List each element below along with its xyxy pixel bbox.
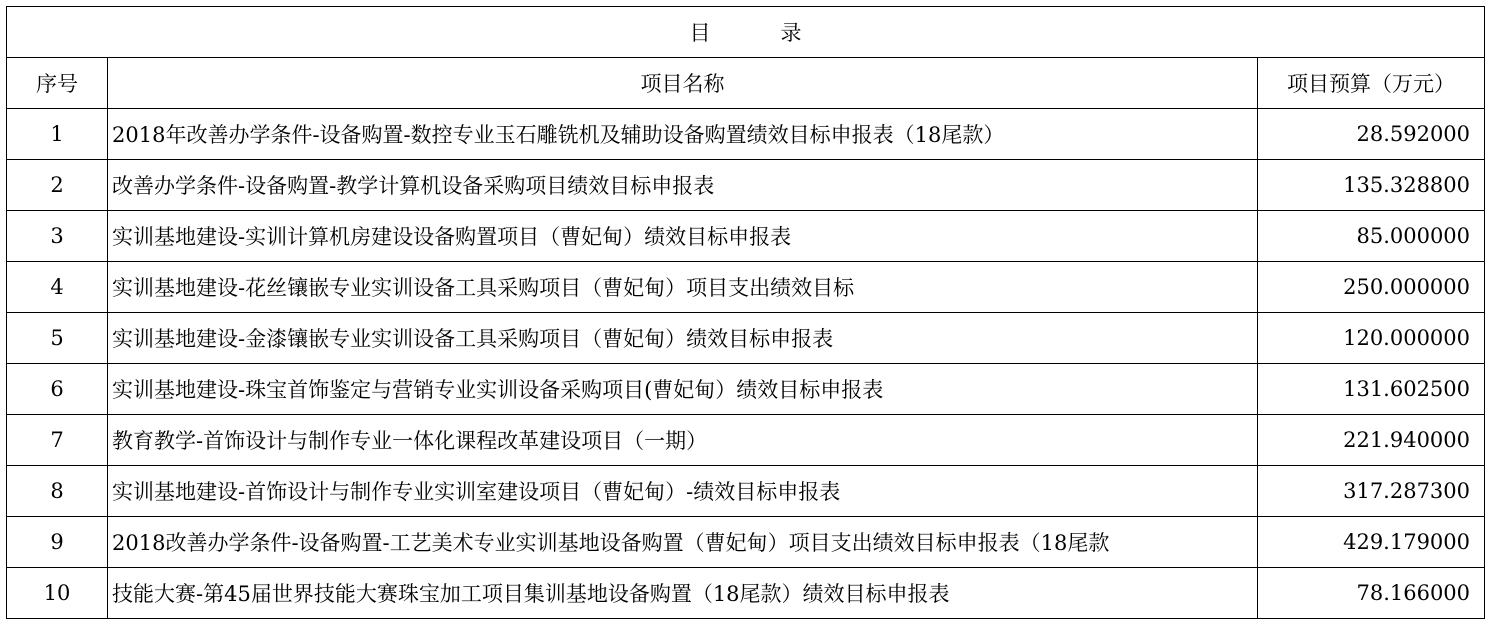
row-budget: 85.000000	[1258, 211, 1485, 262]
row-index: 6	[7, 364, 108, 415]
table-row	[7, 313, 1485, 364]
catalog-table	[6, 6, 1485, 619]
row-budget: 221.940000	[1258, 415, 1485, 466]
row-name: 实训基地建设-金漆镶嵌专业实训设备工具采购项目（曹妃甸）绩效目标申报表	[108, 313, 1258, 364]
row-name: 实训基地建设-花丝镶嵌专业实训设备工具采购项目（曹妃甸）项目支出绩效目标	[108, 262, 1258, 313]
row-index: 10	[7, 568, 108, 619]
header-index: 序号	[7, 58, 108, 109]
row-index: 2	[7, 160, 108, 211]
title-char-1: 目	[689, 21, 711, 45]
row-name: 实训基地建设-珠宝首饰鉴定与营销专业实训设备采购项目(曹妃甸）绩效目标申报表	[108, 364, 1258, 415]
table-row	[7, 262, 1485, 313]
row-name: 实训基地建设-首饰设计与制作专业实训室建设项目（曹妃甸）-绩效目标申报表	[108, 466, 1258, 517]
header-budget: 项目预算（万元）	[1258, 58, 1485, 109]
row-index: 4	[7, 262, 108, 313]
row-budget: 28.592000	[1258, 109, 1485, 160]
row-budget: 250.000000	[1258, 262, 1485, 313]
table-title	[7, 7, 1485, 58]
table-row	[7, 466, 1485, 517]
row-index: 7	[7, 415, 108, 466]
row-name: 改善办学条件-设备购置-教学计算机设备采购项目绩效目标申报表	[108, 160, 1258, 211]
header-name: 项目名称	[108, 58, 1258, 109]
table-row	[7, 211, 1485, 262]
row-name: 实训基地建设-实训计算机房建设设备购置项目（曹妃甸）绩效目标申报表	[108, 211, 1258, 262]
row-index: 8	[7, 466, 108, 517]
table-row	[7, 517, 1485, 568]
row-index: 1	[7, 109, 108, 160]
catalog-sheet	[6, 6, 1484, 619]
row-index: 9	[7, 517, 108, 568]
row-index: 5	[7, 313, 108, 364]
table-row	[7, 364, 1485, 415]
row-budget: 317.287300	[1258, 466, 1485, 517]
row-budget: 78.166000	[1258, 568, 1485, 619]
row-name: 2018改善办学条件-设备购置-工艺美术专业实训基地设备购置（曹妃甸）项目支出绩效目标申报表（18尾款	[108, 517, 1258, 568]
title-row	[7, 7, 1485, 58]
row-name: 2018年改善办学条件-设备购置-数控专业玉石雕铣机及辅助设备购置绩效目标申报表（18尾款）	[108, 109, 1258, 160]
table-row	[7, 160, 1485, 211]
table-row	[7, 415, 1485, 466]
row-budget: 135.328800	[1258, 160, 1485, 211]
row-name: 教育教学-首饰设计与制作专业一体化课程改革建设项目（一期）	[108, 415, 1258, 466]
header-row	[7, 58, 1485, 109]
table-row	[7, 109, 1485, 160]
row-index: 3	[7, 211, 108, 262]
title-char-2: 录	[780, 21, 802, 45]
table-row	[7, 568, 1485, 619]
row-budget: 131.602500	[1258, 364, 1485, 415]
row-name: 技能大赛-第45届世界技能大赛珠宝加工项目集训基地设备购置（18尾款）绩效目标申报表	[108, 568, 1258, 619]
row-budget: 429.179000	[1258, 517, 1485, 568]
row-budget: 120.000000	[1258, 313, 1485, 364]
